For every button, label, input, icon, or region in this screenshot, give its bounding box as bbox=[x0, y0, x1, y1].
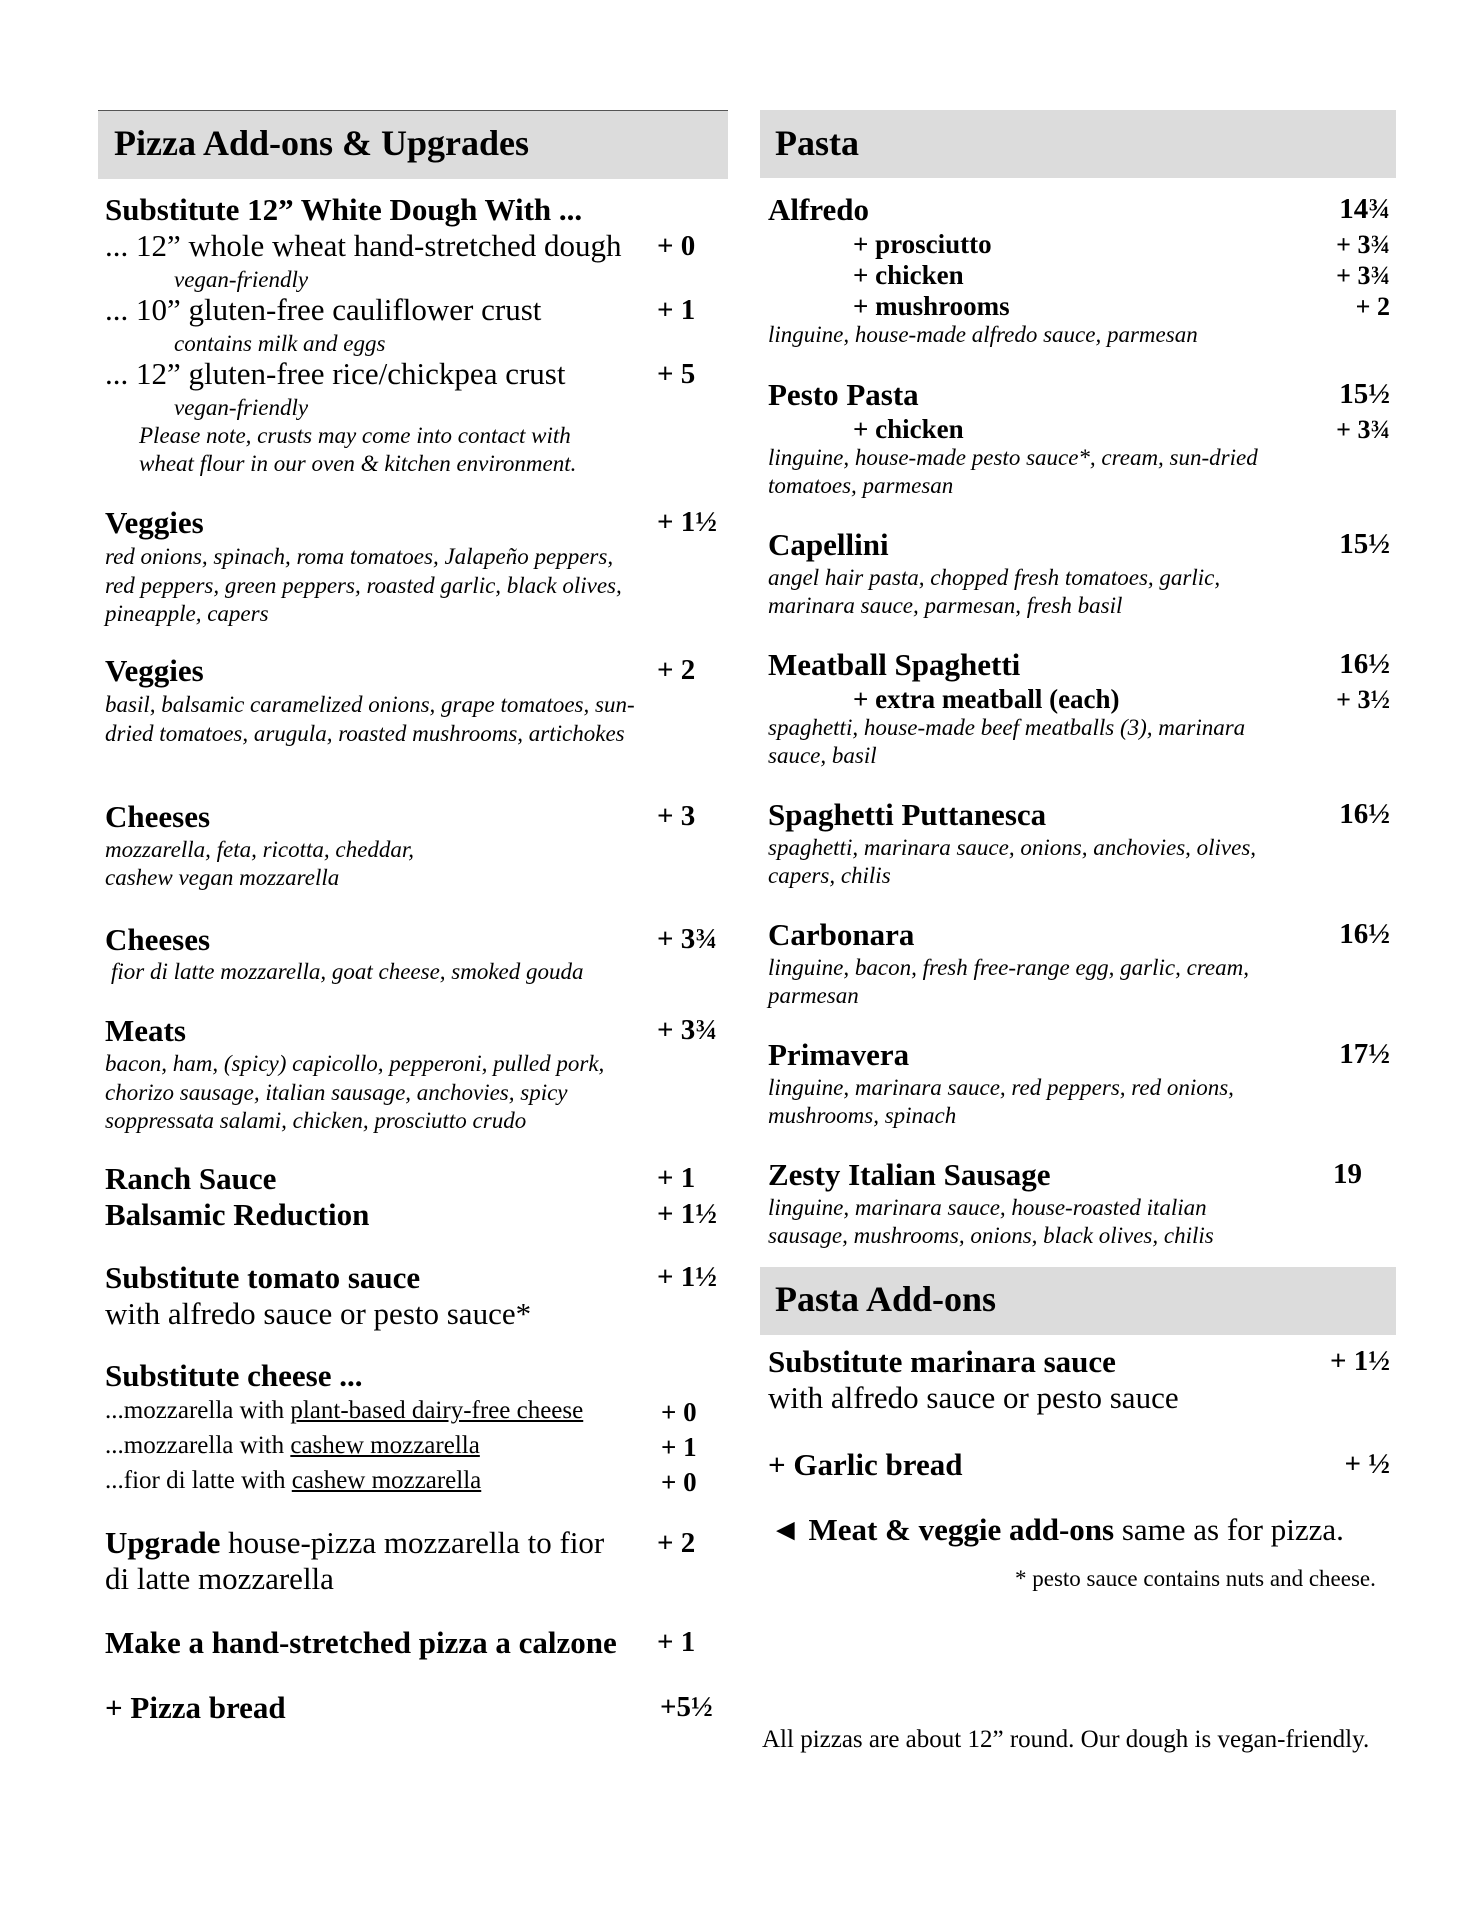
sub-marinara-line-2: with alfredo sauce or pesto sauce bbox=[768, 1380, 1179, 1415]
pesto-desc-line-1: linguine, house-made pesto sauce*, cream, sun-dried bbox=[768, 445, 1258, 470]
meat-veggie-rest: same as for pizza. bbox=[1114, 1512, 1344, 1547]
pesto-desc-line-2: tomatoes, parmesan bbox=[768, 473, 954, 498]
meatball-addon-price: + 3½ bbox=[1336, 685, 1390, 714]
cheeses-2-desc: fior di latte mozzarella, goat cheese, smoked gouda bbox=[111, 959, 584, 984]
puttanesca-desc-line-2: capers, chilis bbox=[768, 863, 891, 888]
ranch-sauce-title: Ranch Sauce bbox=[105, 1161, 277, 1196]
upgrade-line-2: di latte mozzarella bbox=[105, 1561, 334, 1596]
veggies-2-title: Veggies bbox=[105, 653, 204, 688]
zesty-price: 19 bbox=[1333, 1158, 1362, 1190]
balsamic-price: + 1½ bbox=[657, 1198, 718, 1230]
sub-tomato-title: Substitute tomato sauce bbox=[105, 1260, 421, 1295]
garlic-bread-price: + ½ bbox=[1344, 1448, 1390, 1480]
dough-option-2-price: + 1 bbox=[657, 294, 696, 326]
puttanesca-title: Spaghetti Puttanesca bbox=[768, 797, 1047, 832]
upgrade-rest: house-pizza mozzarella to fior bbox=[220, 1525, 605, 1560]
sub-cheese-row-3 bbox=[105, 1467, 481, 1495]
primavera-title: Primavera bbox=[768, 1037, 910, 1072]
sub-cheese-row-3-pre: ...fior di latte with bbox=[105, 1467, 292, 1494]
dough-option-2-note: contains milk and eggs bbox=[174, 331, 386, 356]
alfredo-title: Alfredo bbox=[768, 192, 870, 227]
veggies-2-desc: basil, balsamic caramelized onions, grape tomatoes, sun-dried tomatoes, arugula, roasted mushrooms, artichokes bbox=[105, 692, 635, 746]
sub-cheese-row-3-price: + 0 bbox=[661, 1467, 697, 1497]
capellini-title: Capellini bbox=[768, 527, 889, 562]
capellini-desc-line-2: marinara sauce, parmesan, fresh basil bbox=[768, 593, 1123, 618]
cheeses-1-title: Cheeses bbox=[105, 799, 211, 834]
sub-cheese-row-2-link[interactable]: cashew mozzarella bbox=[290, 1432, 480, 1459]
pizza-bread-price: +5½ bbox=[660, 1691, 713, 1723]
footer-note: All pizzas are about 12” round. Our dough is vegan-friendly. bbox=[762, 1726, 1370, 1753]
zesty-title: Zesty Italian Sausage bbox=[768, 1157, 1051, 1192]
calzone-price: + 1 bbox=[657, 1626, 696, 1658]
dough-option-1-note: vegan-friendly bbox=[174, 267, 309, 292]
zesty-desc-line-1: linguine, marinara sauce, house-roasted italian bbox=[768, 1195, 1207, 1220]
dough-option-2-label: ... 10” gluten-free cauliflower crust bbox=[105, 292, 542, 327]
cheeses-1-desc-line-1: mozzarella, feta, ricotta, cheddar, bbox=[105, 837, 414, 862]
meats-price: + 3¾ bbox=[657, 1014, 718, 1046]
sub-marinara-title: Substitute marinara sauce bbox=[768, 1344, 1116, 1379]
sub-tomato-price: + 1½ bbox=[657, 1261, 718, 1293]
alfredo-addon-2-label: + chicken bbox=[853, 260, 964, 290]
garlic-bread-title: + Garlic bread bbox=[768, 1447, 963, 1482]
pizza-bread-title: + Pizza bread bbox=[105, 1690, 286, 1725]
balsamic-title: Balsamic Reduction bbox=[105, 1197, 370, 1232]
upgrade-bold: Upgrade bbox=[105, 1525, 221, 1560]
sub-cheese-row-1-link[interactable]: plant-based dairy-free cheese bbox=[290, 1397, 584, 1424]
alfredo-addon-2-price: + 3¾ bbox=[1336, 261, 1390, 290]
veggies-1-desc: red onions, spinach, roma tomatoes, Jalapeño peppers, red peppers, green peppers, roasted garlic, black olives, pineapple, capers bbox=[105, 544, 622, 626]
zesty-desc-line-2: sausage, mushrooms, onions, black olives, chilis bbox=[768, 1223, 1214, 1248]
meat-veggie-note bbox=[770, 1512, 1344, 1548]
dough-option-3-note: vegan-friendly bbox=[174, 395, 309, 420]
capellini-desc-line-1: angel hair pasta, chopped fresh tomatoes, garlic, bbox=[768, 565, 1221, 590]
sub-marinara-price: + 1½ bbox=[1329, 1345, 1390, 1377]
alfredo-addon-3-label: + mushrooms bbox=[853, 291, 1010, 321]
alfredo-addon-1-price: + 3¾ bbox=[1336, 230, 1390, 259]
meatball-desc-line-2: sauce, basil bbox=[768, 743, 877, 768]
sub-cheese-row-1 bbox=[105, 1397, 583, 1425]
ranch-sauce-price: + 1 bbox=[657, 1162, 696, 1194]
meatball-title: Meatball Spaghetti bbox=[768, 647, 1021, 682]
pesto-price: 15½ bbox=[1339, 378, 1390, 410]
pizza-addons-header: Pizza Add-ons & Upgrades bbox=[114, 123, 530, 163]
meats-desc: bacon, ham, (spicy) capicollo, pepperoni, pulled pork, chorizo sausage, italian sausage, anchovies, spicy soppressata salami, chicken, prosciutto crudo bbox=[105, 1051, 605, 1133]
dough-option-1-label: ... 12” whole wheat hand-stretched dough bbox=[105, 228, 622, 263]
sub-tomato-line-2: with alfredo sauce or pesto sauce* bbox=[105, 1296, 532, 1331]
cheeses-1-price: + 3 bbox=[657, 800, 696, 832]
dough-note-line-2: wheat flour in our oven & kitchen environment. bbox=[139, 451, 577, 476]
alfredo-desc: linguine, house-made alfredo sauce, parmesan bbox=[768, 322, 1198, 347]
sub-cheese-row-1-pre: ...mozzarella with bbox=[105, 1397, 291, 1424]
pesto-title: Pesto Pasta bbox=[768, 377, 919, 412]
upgrade-line-1 bbox=[105, 1525, 604, 1561]
pesto-footnote: * pesto sauce contains nuts and cheese. bbox=[1015, 1566, 1376, 1591]
dough-note-line-1: Please note, crusts may come into contact with bbox=[139, 423, 571, 448]
alfredo-addon-3-price: + 2 bbox=[1355, 292, 1390, 321]
sub-cheese-row-2-pre: ...mozzarella with bbox=[105, 1432, 291, 1459]
cheeses-2-price: + 3¾ bbox=[657, 923, 718, 955]
alfredo-addon-1-label: + prosciutto bbox=[853, 229, 992, 259]
sub-cheese-row-1-price: + 0 bbox=[661, 1397, 697, 1427]
carbonara-desc-line-1: linguine, bacon, fresh free-range egg, garlic, cream, bbox=[768, 955, 1249, 980]
alfredo-price: 14¾ bbox=[1339, 193, 1390, 225]
sub-cheese-row-2 bbox=[105, 1432, 480, 1460]
calzone-title: Make a hand-stretched pizza a calzone bbox=[105, 1625, 617, 1660]
meats-title: Meats bbox=[105, 1013, 186, 1048]
pesto-addon-label: + chicken bbox=[853, 414, 964, 444]
puttanesca-desc-line-1: spaghetti, marinara sauce, onions, anchovies, olives, bbox=[768, 835, 1257, 860]
pasta-header: Pasta bbox=[775, 123, 859, 163]
dough-title: Substitute 12” White Dough With ... bbox=[105, 192, 583, 227]
cheeses-1-desc-line-2: cashew vegan mozzarella bbox=[105, 865, 340, 890]
carbonara-price: 16½ bbox=[1339, 918, 1390, 950]
meat-veggie-bold: Meat & veggie add-ons bbox=[800, 1512, 1115, 1547]
carbonara-title: Carbonara bbox=[768, 917, 915, 952]
sub-cheese-row-2-price: + 1 bbox=[661, 1432, 697, 1462]
pesto-addon-price: + 3¾ bbox=[1336, 415, 1390, 444]
sub-cheese-row-3-link[interactable]: cashew mozzarella bbox=[291, 1467, 482, 1494]
upgrade-price: + 2 bbox=[657, 1527, 696, 1559]
meatball-desc-line-1: spaghetti, house-made beef meatballs (3), marinara bbox=[768, 715, 1246, 740]
dough-option-3-price: + 5 bbox=[657, 358, 696, 390]
capellini-price: 15½ bbox=[1339, 528, 1390, 560]
primavera-desc-line-2: mushrooms, spinach bbox=[768, 1103, 957, 1128]
pasta-addons-header: Pasta Add-ons bbox=[775, 1279, 997, 1319]
veggies-1-title: Veggies bbox=[105, 505, 204, 540]
dough-option-1-price: + 0 bbox=[657, 230, 696, 262]
puttanesca-price: 16½ bbox=[1339, 798, 1390, 830]
sub-cheese-title: Substitute cheese ... bbox=[105, 1358, 363, 1393]
veggies-1-price: + 1½ bbox=[657, 506, 718, 538]
meatball-price: 16½ bbox=[1339, 648, 1390, 680]
cheeses-2-title: Cheeses bbox=[105, 922, 211, 957]
meatball-addon-label: + extra meatball (each) bbox=[853, 684, 1120, 714]
carbonara-desc-line-2: parmesan bbox=[768, 983, 859, 1008]
left-arrow-icon: ◄ bbox=[770, 1512, 801, 1547]
dough-option-3-label: ... 12” gluten-free rice/chickpea crust bbox=[105, 356, 566, 391]
veggies-2-price: + 2 bbox=[657, 654, 696, 686]
primavera-price: 17½ bbox=[1339, 1038, 1390, 1070]
primavera-desc-line-1: linguine, marinara sauce, red peppers, red onions, bbox=[768, 1075, 1234, 1100]
